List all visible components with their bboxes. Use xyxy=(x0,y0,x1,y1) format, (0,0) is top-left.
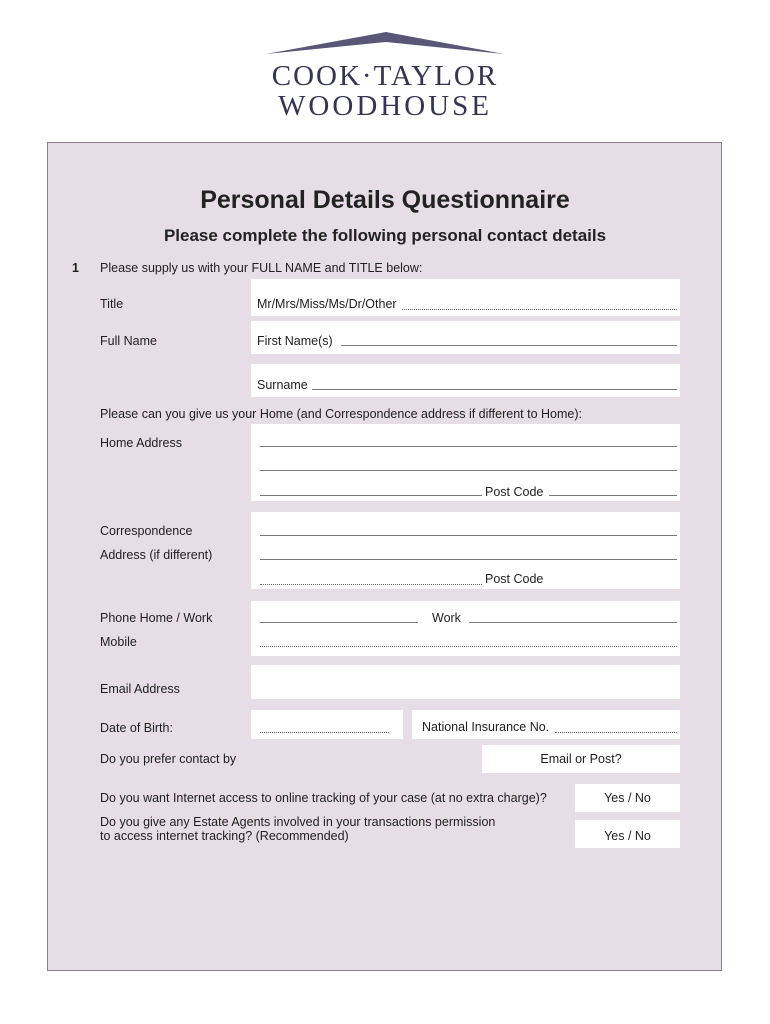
home-address-line-1 xyxy=(260,446,677,447)
form-title: Personal Details Questionnaire xyxy=(200,186,570,214)
internet-tracking-answer: Yes / No xyxy=(604,791,651,805)
address-intro: Please can you give us your Home (and Correspondence address if different to Home): xyxy=(100,407,582,421)
contact-preference-value: Email or Post? xyxy=(540,752,622,766)
home-address-line-3 xyxy=(260,495,482,496)
correspondence-post-code-label: Post Code xyxy=(485,572,544,586)
title-options-text: Mr/Mrs/Miss/Ms/Dr/Other xyxy=(257,297,397,311)
correspondence-label-1: Correspondence xyxy=(100,524,193,538)
mobile-line xyxy=(260,646,677,647)
home-address-label: Home Address xyxy=(100,436,182,450)
first-names-field-label: First Name(s) xyxy=(257,334,333,348)
surname-input-box[interactable] xyxy=(251,364,680,397)
estate-agents-question-line-1: Do you give any Estate Agents involved in your transactions permission xyxy=(100,815,496,829)
surname-input-line xyxy=(312,389,677,390)
correspondence-line-3 xyxy=(260,584,482,585)
phone-label: Phone Home / Work xyxy=(100,611,213,625)
logo-text-line-2: WOODHOUSE xyxy=(278,90,492,122)
correspondence-address-input-box[interactable] xyxy=(251,512,680,589)
correspondence-line-1 xyxy=(260,535,677,536)
surname-field-label: Surname xyxy=(257,378,308,392)
email-label: Email Address xyxy=(100,682,180,696)
dob-input-box[interactable] xyxy=(251,710,403,739)
mobile-label: Mobile xyxy=(100,635,137,649)
home-address-line-2 xyxy=(260,470,677,471)
internet-tracking-answer-box[interactable] xyxy=(575,784,680,812)
section-intro: Please supply us with your FULL NAME and TITLE below: xyxy=(100,261,423,275)
phone-home-line xyxy=(260,622,418,623)
home-post-code-label: Post Code xyxy=(485,485,544,499)
logo-roof-icon xyxy=(266,30,504,56)
dob-label: Date of Birth: xyxy=(100,721,173,735)
ni-field-label: National Insurance No. xyxy=(422,720,550,734)
ni-input-line xyxy=(555,732,677,733)
internet-tracking-question: Do you want Internet access to online tracking of your case (at no extra charge)? xyxy=(100,791,547,805)
estate-agents-question-line-2: to access internet tracking? (Recommended) xyxy=(100,829,349,843)
first-names-input-box[interactable] xyxy=(251,321,680,354)
title-label: Title xyxy=(100,297,124,311)
email-input-box[interactable] xyxy=(251,665,680,699)
logo-text-line-1: COOK·TAYLOR xyxy=(271,60,499,92)
form-subtitle: Please complete the following personal contact details xyxy=(163,226,607,245)
estate-agents-answer-box[interactable] xyxy=(575,820,680,848)
contact-preference-box[interactable] xyxy=(482,745,680,773)
phone-work-line xyxy=(469,622,677,623)
title-input-line xyxy=(402,309,677,310)
ni-input-box[interactable] xyxy=(412,710,680,739)
contact-preference-label: Do you prefer contact by xyxy=(100,752,237,766)
estate-agents-answer: Yes / No xyxy=(604,829,651,843)
dob-input-line xyxy=(260,732,389,733)
first-names-input-line xyxy=(341,345,677,346)
full-name-label: Full Name xyxy=(100,334,157,348)
phone-input-box[interactable] xyxy=(251,601,680,656)
correspondence-line-2 xyxy=(260,559,677,560)
section-number: 1 xyxy=(72,261,79,275)
correspondence-label-2: Address (if different) xyxy=(100,548,213,562)
home-address-input-box[interactable] xyxy=(251,424,680,501)
home-post-code-line xyxy=(549,495,677,496)
work-field-label: Work xyxy=(432,611,461,625)
title-input-box[interactable] xyxy=(251,279,680,316)
